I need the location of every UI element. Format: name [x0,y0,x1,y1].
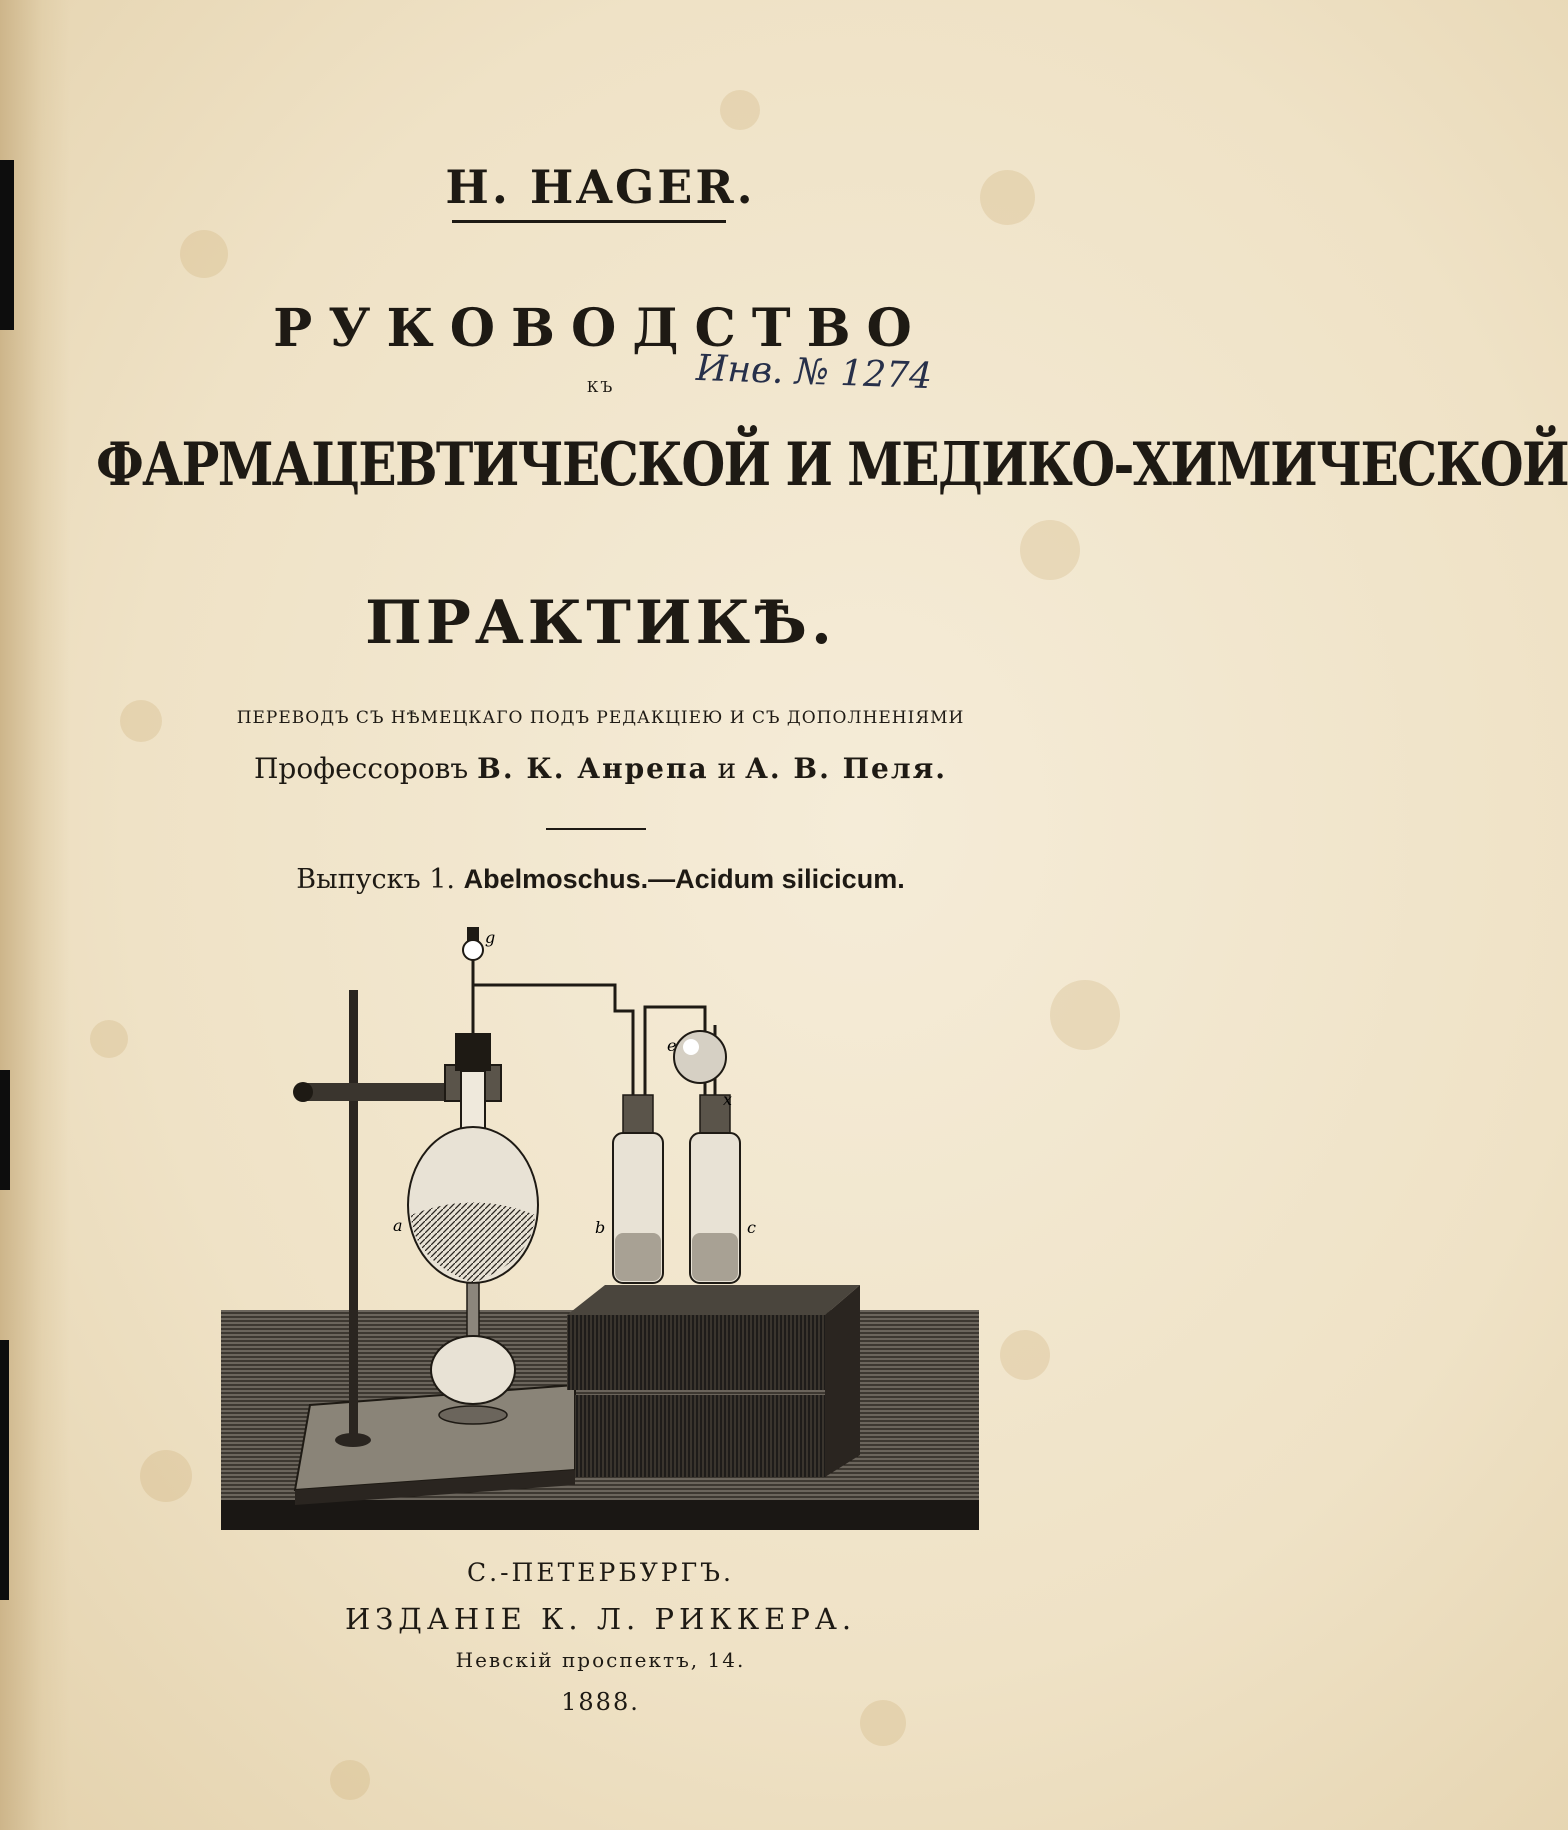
issue-label: Выпускъ 1. [296,864,455,895]
imprint-publisher: ИЗДАНIЕ К. Л. РИККЕРА. [344,1602,857,1636]
editor-name-2: А. В. Пеля. [745,752,948,785]
editors-conjunction: и [717,752,737,785]
torn-edge [0,1070,10,1190]
handwritten-inventory-note: Инв. № 1274 [695,347,933,398]
block-upper [567,1315,825,1390]
engraving-label-x: x [723,1090,733,1109]
foxing-spot [330,1760,370,1800]
issue-range: Abelmoschus.—Acidum silicicum. [463,864,905,894]
flask-contents [411,1203,535,1284]
block-top-face [567,1285,860,1315]
stand-rod [349,990,358,1440]
foxing-spot [720,90,760,130]
block-lower [575,1395,825,1477]
clamp-screw [293,1082,313,1102]
imprint-year: 1888. [561,1688,640,1716]
clamp-arm [305,1083,465,1101]
translation-note: ПЕРЕВОДЪ СЪ НѢМЕЦКАГО ПОДЪ РЕДАКЦIЕЮ И СЪ ДОПОЛНЕНIЯМИ [236,708,965,728]
title-line-3: ФАРМАЦЕВТИЧЕСКОЙ И МЕДИКО-ХИМИЧЕСКОЙ [96,430,1568,500]
title-line-2: КЪ [586,378,615,396]
foxing-spot [180,230,228,278]
bottle-b-neck [623,1095,653,1133]
editors-prefix: Профессоровъ [253,752,469,785]
imprint-address: Невскiй проспектъ, 14. [455,1648,746,1672]
bottle-b-liquid [615,1233,661,1281]
engraving-label-a: a [393,1216,403,1235]
burner-foot [439,1406,507,1424]
engraving-label-b: b [595,1218,606,1237]
title-line-4: ПРАКТИКѢ. [365,588,836,658]
issue-line [0,864,1201,895]
glass-sphere-highlight [683,1039,699,1055]
title-line-1: РУКОВОДСТВО [273,298,928,359]
laboratory-apparatus-engraving [215,915,985,1540]
imprint-city: С.-ПЕТЕРБУРГЪ. [467,1558,734,1587]
foxing-spot [1000,1330,1050,1380]
author-name: H. HAGER. [445,160,756,214]
rod-foot [335,1433,371,1447]
table-edge [221,1500,979,1530]
editors-line [0,752,1201,785]
flask-neck [461,1071,485,1133]
burner-stem [467,1283,479,1343]
foxing-spot [90,1020,128,1058]
funnel-cap [467,927,479,941]
author-underline [452,220,726,223]
funnel-bulb [463,940,483,960]
engraving-label-c: c [747,1218,756,1237]
glass-sphere [674,1031,726,1083]
burner-bowl [431,1336,515,1404]
engraving-label-e: e [667,1036,677,1055]
foxing-spot [1020,520,1080,580]
foxing-spot [140,1450,192,1502]
block-side [825,1285,860,1477]
engraving-label-g: g [485,928,496,947]
foxing-spot [1050,980,1120,1050]
bottle-c-liquid [692,1233,738,1281]
editor-name-1: В. К. Анрепа [477,752,709,785]
divider-rule [546,828,646,830]
